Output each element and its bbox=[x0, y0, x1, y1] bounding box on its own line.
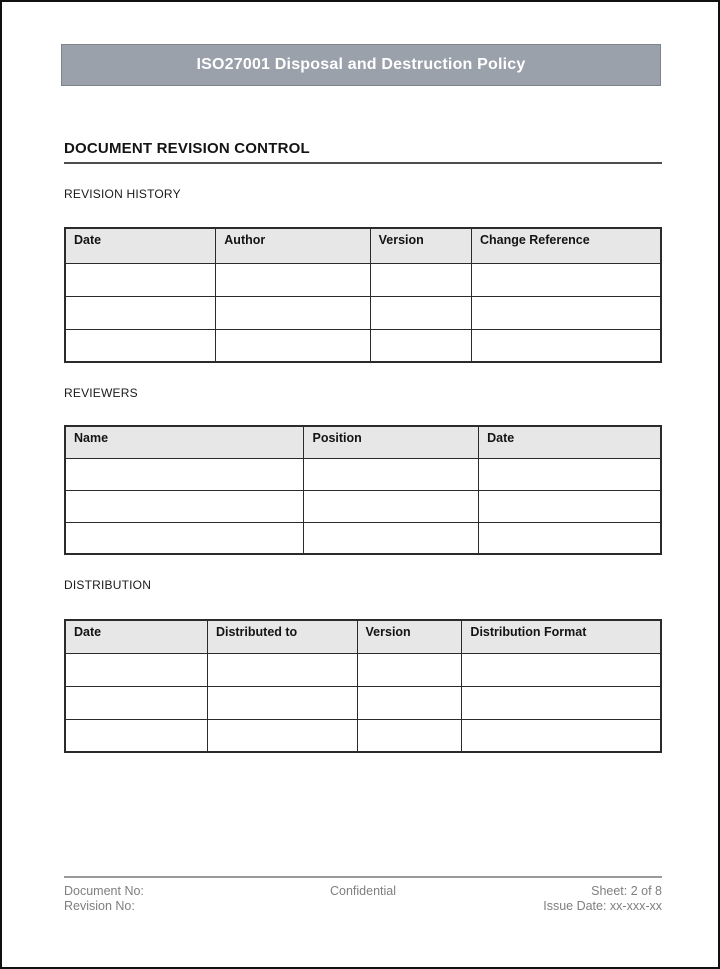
revision-no-label: Revision No: bbox=[64, 899, 135, 913]
distribution-label: DISTRIBUTION bbox=[64, 578, 152, 592]
table-cell bbox=[216, 329, 370, 362]
reviewers-label: REVIEWERS bbox=[64, 386, 138, 400]
table-cell bbox=[462, 719, 661, 752]
table-cell bbox=[370, 296, 471, 329]
table-row bbox=[65, 296, 661, 329]
document-title: ISO27001 Disposal and Destruction Policy bbox=[196, 56, 526, 73]
column-header-date: Date bbox=[65, 228, 216, 263]
table-row bbox=[65, 329, 661, 362]
title-banner bbox=[61, 44, 661, 86]
column-header-version: Version bbox=[370, 228, 471, 263]
table-cell bbox=[471, 263, 661, 296]
table-cell bbox=[65, 329, 216, 362]
column-header-date: Date bbox=[479, 426, 661, 458]
table-cell bbox=[304, 458, 479, 490]
distribution-table bbox=[64, 619, 662, 753]
table-cell bbox=[462, 686, 661, 719]
table-cell bbox=[65, 490, 304, 522]
table-row bbox=[65, 263, 661, 296]
issue-date: Issue Date: xx-xxx-xx bbox=[543, 899, 662, 913]
table-cell bbox=[65, 653, 207, 686]
table-cell bbox=[65, 686, 207, 719]
table-cell bbox=[462, 653, 661, 686]
table-cell bbox=[370, 329, 471, 362]
table-cell bbox=[65, 263, 216, 296]
revision-history-label: REVISION HISTORY bbox=[64, 187, 181, 201]
revision-history-table bbox=[64, 227, 662, 363]
sheet-number: Sheet: 2 of 8 bbox=[591, 884, 662, 898]
table-cell bbox=[65, 522, 304, 554]
table-cell bbox=[304, 522, 479, 554]
table-cell bbox=[479, 490, 661, 522]
table-cell bbox=[207, 653, 357, 686]
table-cell bbox=[479, 458, 661, 490]
footer-left bbox=[64, 884, 264, 914]
page-heading: DOCUMENT REVISION CONTROL bbox=[64, 140, 662, 164]
column-header-version: Version bbox=[357, 620, 462, 653]
table-row bbox=[65, 719, 661, 752]
table-header-row bbox=[65, 620, 661, 653]
table-cell bbox=[65, 296, 216, 329]
table-row bbox=[65, 490, 661, 522]
table-row bbox=[65, 522, 661, 554]
document-no-label: Document No: bbox=[64, 884, 144, 898]
column-header-date: Date bbox=[65, 620, 207, 653]
column-header-distribution-format: Distribution Format bbox=[462, 620, 661, 653]
table-cell bbox=[471, 329, 661, 362]
table-cell bbox=[471, 296, 661, 329]
table-cell bbox=[357, 719, 462, 752]
table-row bbox=[65, 458, 661, 490]
page-footer bbox=[64, 876, 662, 914]
column-header-distributed-to: Distributed to bbox=[207, 620, 357, 653]
column-header-name: Name bbox=[65, 426, 304, 458]
column-header-change-reference: Change Reference bbox=[471, 228, 661, 263]
footer-confidential: Confidential bbox=[329, 884, 396, 898]
column-header-position: Position bbox=[304, 426, 479, 458]
table-cell bbox=[216, 263, 370, 296]
table-header-row bbox=[65, 228, 661, 263]
column-header-author: Author bbox=[216, 228, 370, 263]
table-cell bbox=[65, 719, 207, 752]
table-header-row bbox=[65, 426, 661, 458]
table-cell bbox=[479, 522, 661, 554]
table-cell bbox=[357, 653, 462, 686]
table-cell bbox=[357, 686, 462, 719]
reviewers-table bbox=[64, 425, 662, 555]
table-cell bbox=[370, 263, 471, 296]
table-cell bbox=[207, 719, 357, 752]
table-cell bbox=[304, 490, 479, 522]
table-cell bbox=[207, 686, 357, 719]
table-cell bbox=[216, 296, 370, 329]
table-cell bbox=[65, 458, 304, 490]
footer-right bbox=[462, 884, 662, 914]
table-row bbox=[65, 653, 661, 686]
table-row bbox=[65, 686, 661, 719]
